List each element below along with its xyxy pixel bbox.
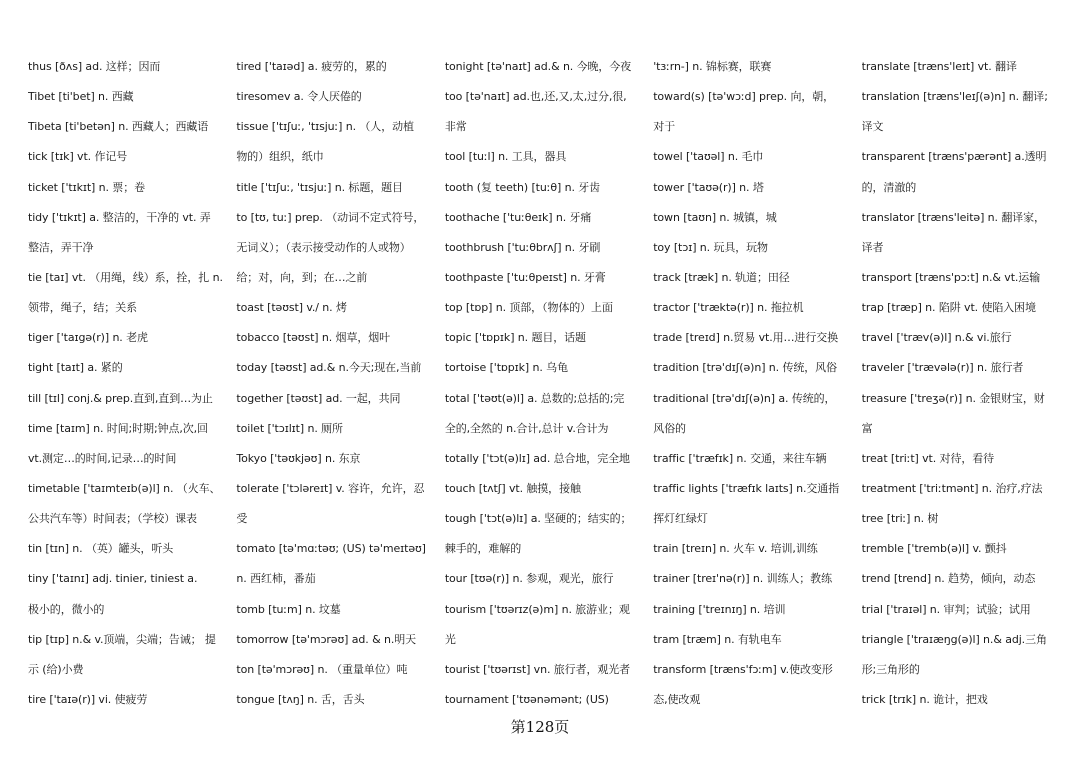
vocab-line: tree [triː] n. 树 — [861, 512, 939, 526]
vocab-line: 非常 — [444, 120, 467, 134]
vocab-line: till [tɪl] conj.& prep.直到,直到…为止 — [28, 391, 213, 405]
vocabulary-columns — [28, 52, 1058, 715]
vocab-line: tobacco [təʊst] n. 烟草，烟叶 — [236, 331, 391, 345]
vocab-line: together [təʊst] ad. 一起，共同 — [236, 391, 401, 405]
vocab-line: timetable ['taɪmteɪb(ə)l] n. （火车、 — [28, 481, 221, 495]
vocab-line: n. 西红柿，番茄 — [236, 572, 316, 586]
vocab-line: ticket ['tɪkɪt] n. 票；卷 — [28, 180, 146, 194]
vocab-line: tool [tuːl] n. 工具，器具 — [444, 150, 567, 164]
vocab-line: transport [træns'pɔːt] n.& vt.运输 — [861, 270, 1041, 284]
vocab-line: tongue [tʌŋ] n. 舌，舌头 — [236, 692, 365, 706]
vocab-line: 物的）组织，纸巾 — [236, 150, 324, 164]
page-number: 第128页 — [510, 718, 570, 736]
vocab-line: Tokyo ['təʊkjəʊ] n. 东京 — [236, 451, 361, 465]
vocab-line: tooth (复 teeth) [tuːθ] n. 牙齿 — [444, 180, 601, 194]
vocab-line: toast [təʊst] v./ n. 烤 — [236, 301, 347, 315]
vocab-line: touch [tʌtʃ] vt. 触摸，接触 — [444, 481, 581, 495]
vocab-line: traveler ['trævələ(r)] n. 旅行者 — [861, 361, 1024, 375]
vocab-line: tourist ['tʊərɪst] vn. 旅行者，观光者 — [444, 662, 631, 676]
vocab-line: tire ['taɪə(r)] vi. 使疲劳 — [28, 692, 148, 706]
vocab-line: time [taɪm] n. 时间;时期;钟点,次,回 — [28, 421, 208, 435]
vocab-line: tram [træm] n. 有轨电车 — [653, 632, 782, 646]
vocab-line: toward(s) [tə'wɔːd] prep. 向，朝， — [653, 90, 835, 104]
vocab-line: 示 (给)小费 — [28, 662, 84, 676]
vocab-line: trade [treɪd] n.贸易 vt.用…进行交换 — [653, 331, 839, 345]
column-3 — [445, 52, 641, 715]
vocab-line: 光 — [444, 632, 456, 646]
vocab-line: tomorrow [tə'mɔrəʊ] ad. & n.明天 — [236, 632, 417, 646]
vocab-line: 极小的，微小的 — [28, 602, 105, 616]
vocab-line: tortoise ['tɒpɪk] n. 乌龟 — [444, 361, 568, 375]
vocab-line: translation [træns'leɪʃ(ə)n] n. 翻译; — [861, 90, 1048, 104]
vocab-line: translate [træns'leɪt] vt. 翻译 — [861, 60, 1017, 73]
vocab-line: tour [tʊə(r)] n. 参观，观光，旅行 — [444, 572, 614, 586]
vocab-line: thus [ðʌs] ad. 这样；因而 — [28, 60, 161, 73]
vocab-line: tomato [tə'mɑːtəʊ; (US) tə'meɪtəʊ] — [236, 542, 426, 556]
vocab-line: title ['tɪʃuː, 'tɪsjuː] n. 标题，题目 — [236, 180, 403, 194]
column-5 — [862, 52, 1058, 715]
vocab-line: traffic lights ['træfɪk laɪts] n.交通指 — [653, 481, 840, 495]
vocab-line: Tibet [ti'bet] n. 西藏 — [28, 90, 134, 104]
vocab-line: trial ['traɪəl] n. 审判；试验；试用 — [861, 602, 1031, 616]
vocab-line: triangle ['traɪæŋg(ə)l] n.& adj.三角 — [861, 632, 1047, 646]
vocab-line: traffic ['træfɪk] n. 交通，来往车辆 — [653, 451, 827, 465]
vocab-line: transform [træns'fɔːm] v.使改变形 — [653, 662, 833, 676]
vocab-line: too [tə'naɪt] ad.也,还,又,太,过分,很, — [444, 90, 627, 104]
vocab-line: translator [træns'leitə] n. 翻译家， — [861, 210, 1045, 224]
vocab-line: track [træk] n. 轨道；田径 — [653, 270, 790, 284]
vocab-line: tonight [tə'naɪt] ad.& n. 今晚，今夜 — [444, 60, 632, 73]
vocab-line: toilet ['tɔɪlɪt] n. 厕所 — [236, 421, 343, 435]
vocab-line: transparent [træns'pærənt] a.透明 — [861, 150, 1047, 164]
vocab-line: tight [taɪt] a. 紧的 — [28, 361, 123, 375]
vocab-line: 领带，绳子，结；关系 — [28, 301, 137, 315]
vocab-line: totally ['tɔt(ə)lɪ] ad. 总合地，完全地 — [444, 451, 630, 465]
vocab-line: tired ['taɪəd] a. 疲劳的，累的 — [236, 60, 387, 73]
vocab-line: 受 — [236, 512, 248, 526]
vocab-line: tower ['taʊə(r)] n. 塔 — [653, 180, 764, 194]
vocab-line: trick [trɪk] n. 诡计，把戏 — [861, 692, 988, 706]
vocab-line: toy [tɔɪ] n. 玩具，玩物 — [653, 240, 768, 254]
vocab-line: 整洁，弄干净 — [28, 240, 94, 254]
vocab-line: treat [triːt] vt. 对待，看待 — [861, 451, 995, 465]
vocab-line: tissue ['tɪʃuː, 'tɪsjuː] n. （人，动植 — [236, 120, 414, 134]
vocab-line: total ['təʊt(ə)l] a. 总数的;总括的;完 — [444, 391, 625, 405]
vocab-line: trend [trend] n. 趋势，倾向，动态 — [861, 572, 1036, 586]
vocab-line: 无词义）；（表示接受动作的人或物） — [236, 240, 411, 254]
vocab-line: town [taʊn] n. 城镇，城 — [653, 210, 777, 224]
vocab-line: tick [tɪk] vt. 作记号 — [28, 150, 128, 164]
vocab-line: trap [træp] n. 陷阱 vt. 使陷入困境 — [861, 301, 1036, 315]
vocab-line: 棘手的，难解的 — [444, 542, 522, 556]
column-2 — [236, 52, 432, 715]
vocab-line: tradition [trə'dɪʃ(ə)n] n. 传统，风俗 — [653, 361, 837, 375]
vocab-line: today [təʊst] ad.& n.今天;现在,当前 — [236, 361, 422, 375]
vocab-line: tidy ['tɪkɪt] a. 整洁的，干净的 vt. 弄 — [28, 210, 211, 224]
vocab-line: train [treɪn] n. 火车 v. 培训,训练 — [653, 542, 818, 556]
vocab-line: toothache ['tuːθeɪk] n. 牙痛 — [444, 210, 592, 224]
vocab-line: tiresomev a. 令人厌倦的 — [236, 90, 362, 104]
vocab-line: topic ['tɒpɪk] n. 题目，话题 — [444, 331, 586, 345]
vocab-line: vt.测定…的时间,记录…的时间 — [28, 451, 177, 465]
vocab-line: 对于 — [653, 120, 676, 134]
vocab-line: tie [taɪ] vt. （用绳，线）系，拴，扎 n. — [28, 270, 223, 284]
vocab-line: towel ['taʊəl] n. 毛巾 — [653, 150, 764, 164]
column-1 — [28, 52, 224, 715]
vocab-line: tolerate ['tɔləreɪt] v. 容许，允许，忍 — [236, 481, 425, 495]
vocab-line: tiger ['taɪgə(r)] n. 老虎 — [28, 331, 148, 345]
vocab-line: 风俗的 — [653, 421, 686, 435]
vocab-line: 给；对，向，到；在…之前 — [236, 270, 368, 284]
vocab-line: treatment ['triːtmənt] n. 治疗,疗法 — [861, 481, 1043, 495]
vocab-line: 译文 — [861, 120, 884, 134]
vocab-line: toothpaste ['tuːθpeɪst] n. 牙膏 — [444, 270, 606, 284]
vocab-line: toothbrush ['tuːθbrʌʃ] n. 牙刷 — [444, 240, 601, 254]
vocab-line: trainer [treɪ'nə(r)] n. 训练人；教练 — [653, 572, 832, 586]
vocab-line: tomb [tuːm] n. 坟墓 — [236, 602, 341, 616]
vocab-line: 态,使改观 — [653, 692, 701, 706]
vocab-line: travel ['træv(ə)l] n.& vi.旅行 — [861, 331, 1012, 345]
vocab-line: 的，清澈的 — [861, 180, 917, 194]
vocab-line: training ['treɪnɪŋ] n. 培训 — [653, 602, 786, 616]
vocab-line: 形;三角形的 — [861, 662, 920, 676]
vocab-line: tournament ['tʊənəmənt; (US) — [444, 692, 609, 706]
column-4 — [653, 52, 849, 715]
vocab-line: treasure ['treʒə(r)] n. 金银财宝，财 — [861, 391, 1045, 405]
vocab-line: 'tɜːrn-] n. 锦标赛，联赛 — [653, 60, 772, 73]
vocab-line: 富 — [861, 421, 873, 435]
vocab-line: tiny ['taɪnɪ] adj. tinier, tiniest a. — [28, 572, 198, 586]
vocab-line: 公共汽车等）时间表；（学校）课表 — [28, 512, 197, 526]
vocab-line: to [tʊ, tuː] prep. （动词不定式符号， — [236, 210, 425, 224]
vocab-line: top [tɒp] n. 顶部，（物体的）上面 — [444, 301, 613, 315]
vocab-line: Tibeta [ti'betən] n. 西藏人；西藏语 — [28, 120, 209, 134]
vocab-line: 译者 — [861, 240, 884, 254]
vocab-line: tremble ['tremb(ə)l] v. 颤抖 — [861, 542, 1007, 556]
vocab-line: tractor ['træktə(r)] n. 拖拉机 — [653, 301, 804, 315]
vocab-line: 挥灯红绿灯 — [653, 512, 708, 526]
vocab-line: tough ['tɔt(ə)lɪ] a. 坚硬的；结实的； — [444, 512, 632, 526]
vocab-line: traditional [trə'dɪʃ(ə)n] a. 传统的， — [653, 391, 836, 405]
vocab-line: ton [tə'mɔrəʊ] n. （重量单位）吨 — [236, 662, 408, 676]
vocab-line: tin [tɪn] n. （英）罐头，听头 — [28, 542, 174, 556]
vocab-line: tourism ['tʊərɪz(ə)m] n. 旅游业；观 — [444, 602, 630, 616]
vocab-line: tip [tɪp] n.& v.顶端，尖端；告诫； 提 — [28, 632, 216, 646]
vocab-line: 全的,全然的 n.合计,总计 v.合计为 — [444, 421, 609, 435]
